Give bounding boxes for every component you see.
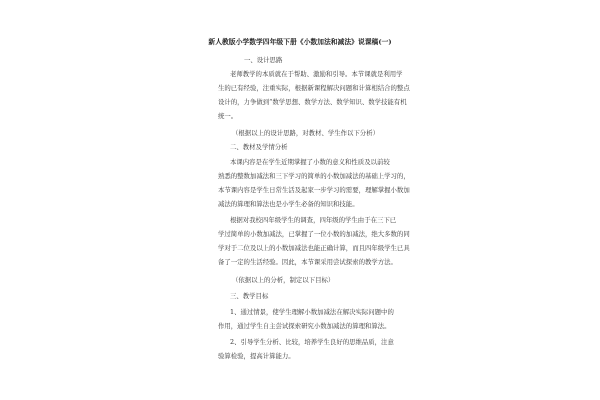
heading-design-ideas: 一、设计思路 [244, 56, 283, 64]
paragraph-line: 2、引导学生分析、比较，培养学生良好的思维品质，注意 [230, 338, 394, 346]
paragraph-line: 设计的，力争做到“数学思想、数学方法、数学知识、数学技能有机 [218, 98, 407, 106]
document-title: 新人教版小学数学四年级下册《小数加法和减法》说课稿(一) [208, 38, 392, 46]
paragraph-line: 学过简单的小数加减法，已掌握了一位小数的加减法，绝大多数的同 [218, 230, 410, 238]
note-line: （根据以上的设计思路，对教材、学生作以下分析） [232, 129, 379, 137]
paragraph-line: 本课内容是在学生近期掌握了小数的意义和性质及以前较 [230, 158, 390, 166]
paragraph-line: 学对于二位及以上的小数加减法也能正确计算，而且四年级学生已具 [218, 244, 410, 252]
heading-textbook-analysis: 二、教材及学情分析 [230, 143, 288, 151]
paragraph-line: 生的已有经验，注重实际，根据新课程解决问题和计算相结合的整点 [218, 84, 410, 92]
paragraph-line: 根据对我校四年级学生的调查，四年级的学生由于在三下已 [230, 216, 397, 224]
paragraph-line: 验算检验，提高计算能力。 [218, 352, 295, 360]
heading-teaching-goals: 三、教学目标 [230, 292, 269, 300]
paragraph-line: 1、通过情景，使学生理解小数加减法在解决实际问题中的 [230, 308, 394, 316]
paragraph-line: 本节课内容是学生日常生活及起家一步学习的需要，理解掌握小数加 [218, 186, 410, 194]
paragraph-line: 作用，通过学生自主尝试探索研究小数加减法的算理和算法。 [218, 322, 391, 330]
paragraph-line: 熟悉的整数加减法和三下学习的简单的小数加减法的基础上学习的， [218, 172, 410, 180]
paragraph-line: 备了一定的生活经验。因此，本节课采用尝试探索的教学方法。 [218, 258, 397, 266]
paragraph-line: 减法的算理和算法也是小学生必备的知识和技能。 [218, 200, 359, 208]
paragraph-line: 统一。 [218, 112, 238, 120]
paragraph-line: 老师教学的本质就在于帮助、激励和引导。本节课就是利用学 [230, 70, 403, 78]
note-line: （依据以上的分析，制定以下目标） [232, 276, 335, 284]
